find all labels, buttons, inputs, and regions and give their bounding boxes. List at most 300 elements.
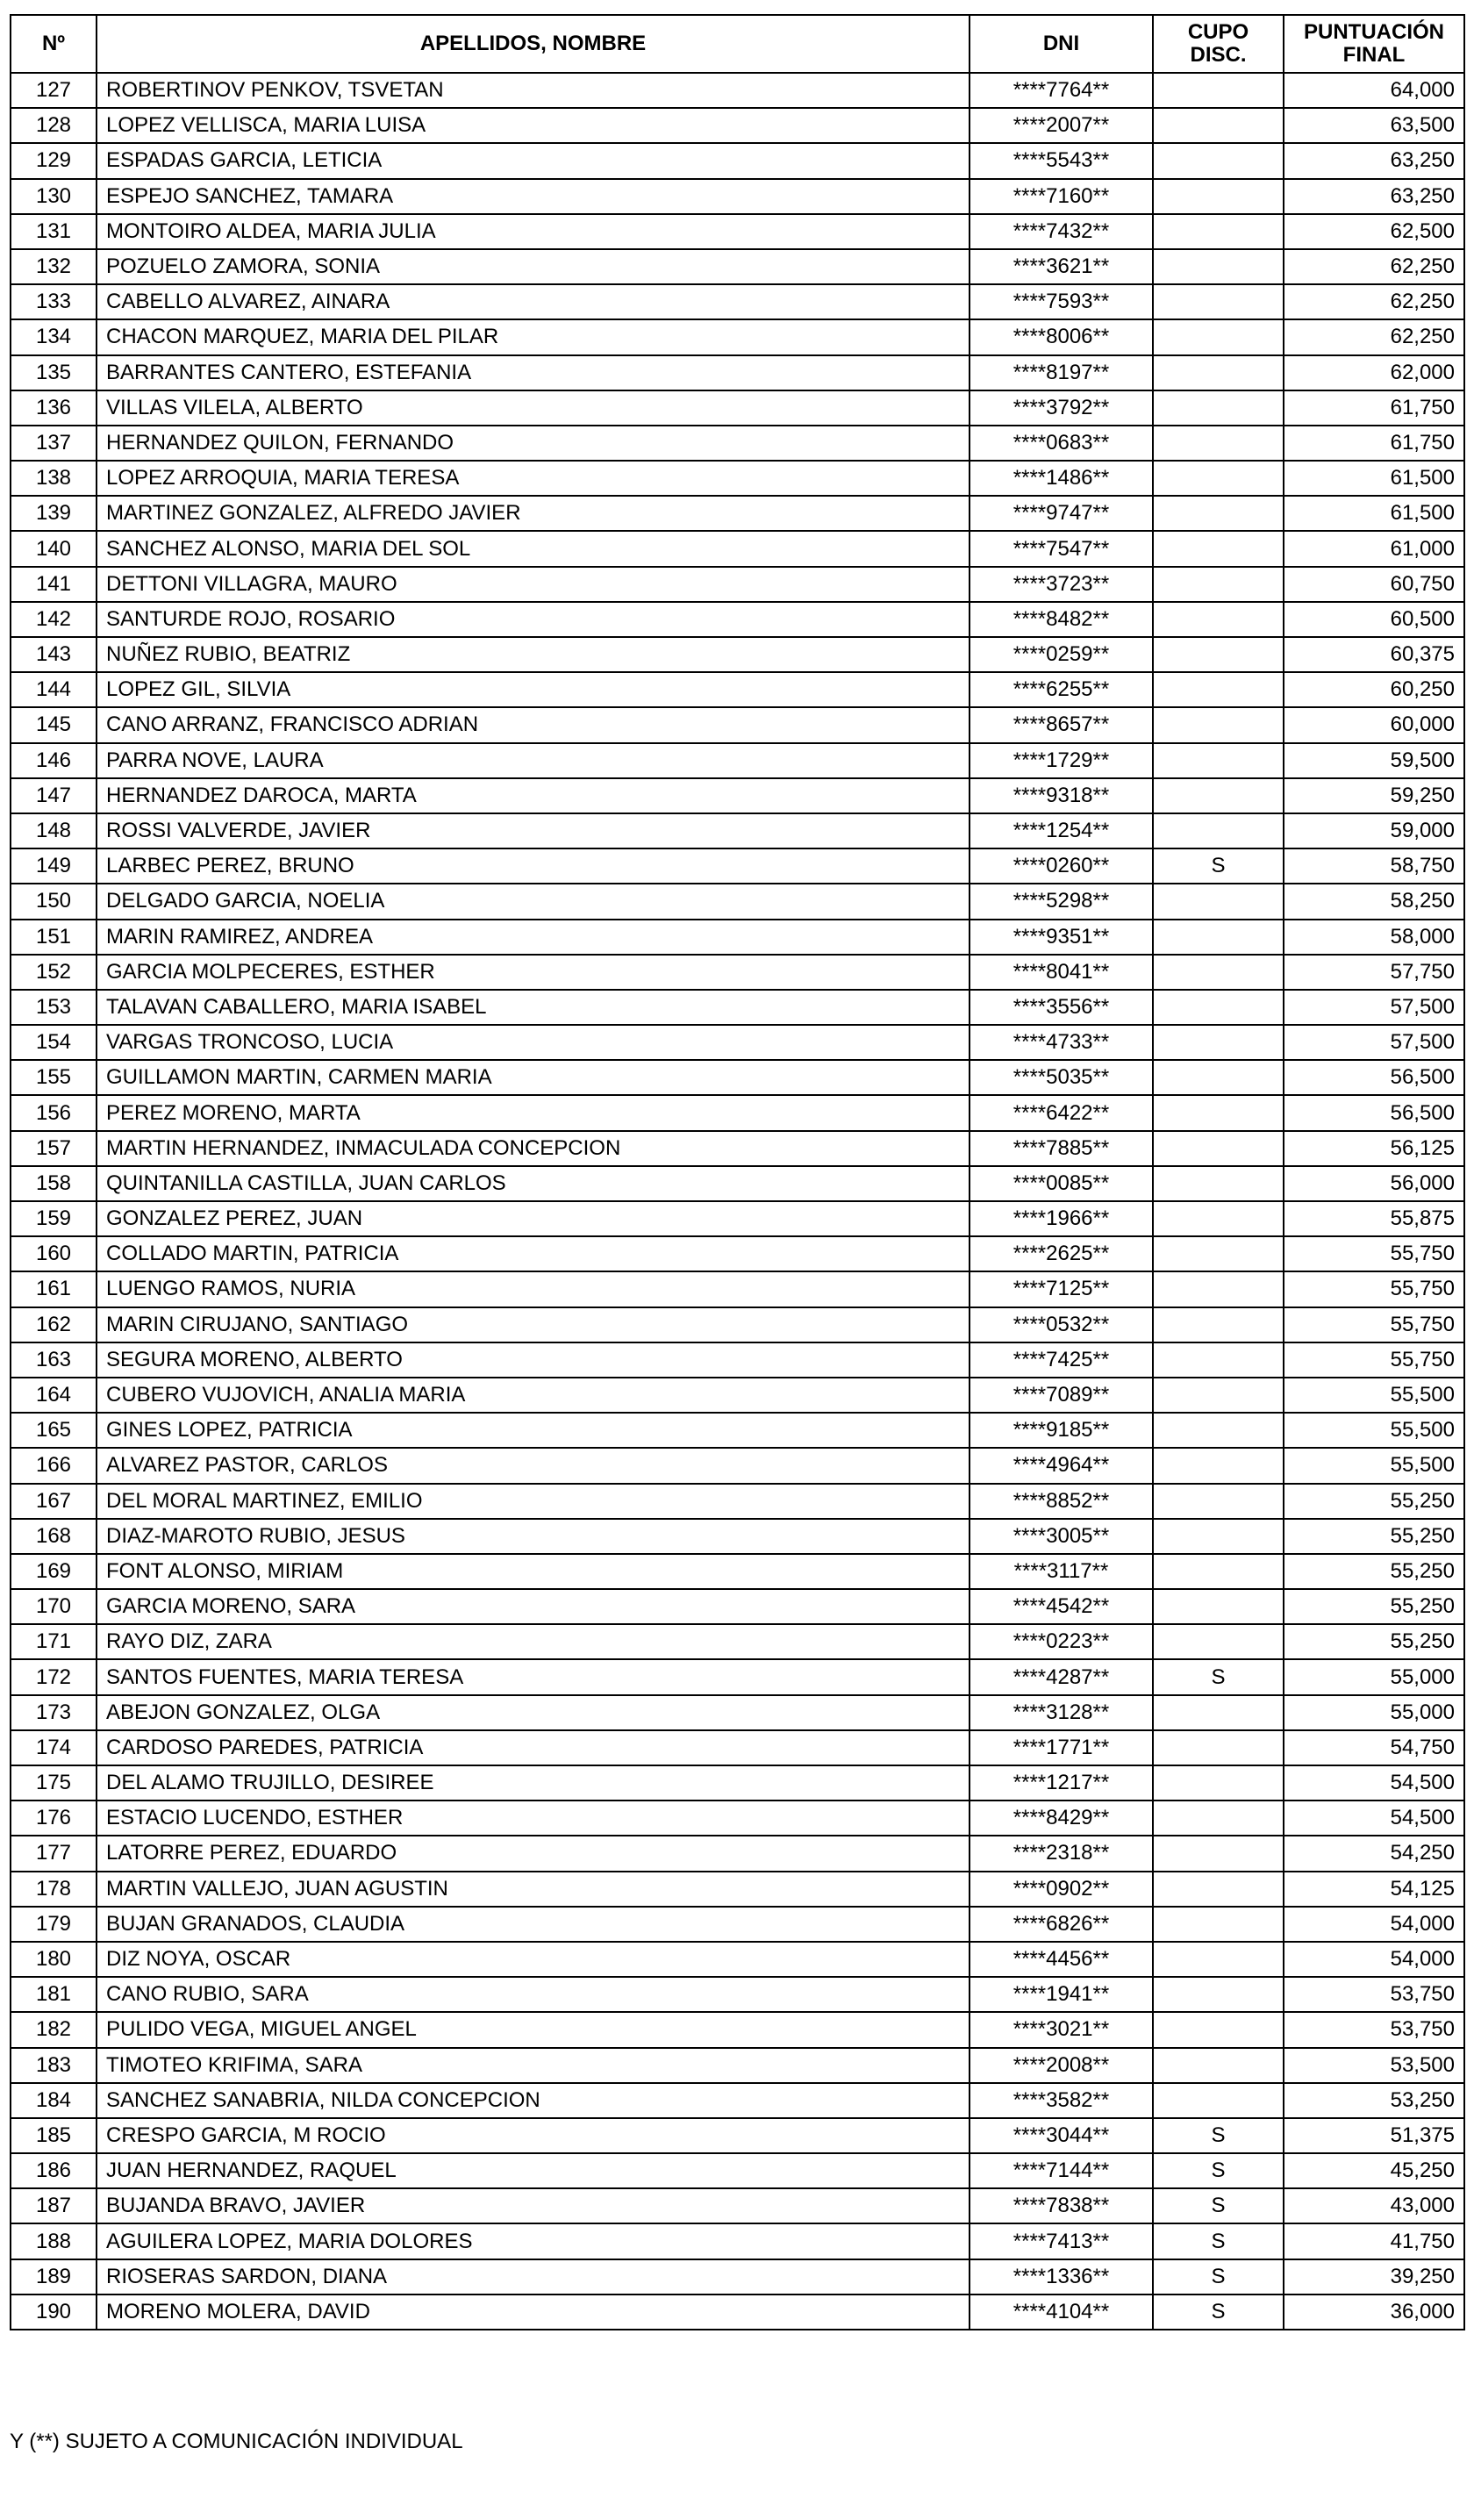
cell-name: POZUELO ZAMORA, SONIA — [97, 249, 970, 284]
cell-num: 183 — [11, 2048, 97, 2083]
cell-name: RAYO DIZ, ZARA — [97, 1624, 970, 1659]
table-row — [11, 707, 1464, 742]
cell-puntuacion: 54,750 — [1284, 1730, 1464, 1765]
table-row — [11, 1095, 1464, 1130]
cell-puntuacion: 57,500 — [1284, 1025, 1464, 1060]
table-row — [11, 179, 1464, 214]
cell-puntuacion: 54,000 — [1284, 1942, 1464, 1977]
cell-dni: ****2625** — [970, 1236, 1153, 1271]
cell-puntuacion: 61,500 — [1284, 496, 1464, 531]
cell-cupo-disc — [1153, 707, 1284, 742]
cell-name: ROSSI VALVERDE, JAVIER — [97, 813, 970, 848]
cell-puntuacion: 61,750 — [1284, 390, 1464, 426]
table-row — [11, 813, 1464, 848]
table-row — [11, 249, 1464, 284]
table-row — [11, 2048, 1464, 2083]
cell-num: 127 — [11, 73, 97, 108]
cell-num: 140 — [11, 531, 97, 566]
cell-name: GARCIA MOLPECERES, ESTHER — [97, 955, 970, 990]
cell-dni: ****7838** — [970, 2188, 1153, 2223]
cell-cupo-disc — [1153, 1166, 1284, 1201]
cell-num: 136 — [11, 390, 97, 426]
table-row — [11, 884, 1464, 919]
cell-num: 158 — [11, 1166, 97, 1201]
table-row — [11, 1448, 1464, 1483]
cell-num: 135 — [11, 355, 97, 390]
cell-name: SEGURA MORENO, ALBERTO — [97, 1342, 970, 1378]
cell-num: 166 — [11, 1448, 97, 1483]
cell-num: 159 — [11, 1201, 97, 1236]
cell-dni: ****0223** — [970, 1624, 1153, 1659]
cell-dni: ****3723** — [970, 567, 1153, 602]
cell-num: 139 — [11, 496, 97, 531]
cell-dni: ****1486** — [970, 461, 1153, 496]
cell-puntuacion: 60,750 — [1284, 567, 1464, 602]
cell-num: 143 — [11, 637, 97, 672]
cell-dni: ****3556** — [970, 990, 1153, 1025]
table-row — [11, 2118, 1464, 2153]
cell-cupo-disc — [1153, 1554, 1284, 1589]
cell-cupo-disc — [1153, 884, 1284, 919]
cell-cupo-disc — [1153, 1836, 1284, 1871]
cell-num: 169 — [11, 1554, 97, 1589]
header-dni: DNI — [970, 15, 1153, 73]
table-row — [11, 1166, 1464, 1201]
cell-cupo-disc — [1153, 1977, 1284, 2012]
cell-cupo-disc — [1153, 1589, 1284, 1624]
cell-cupo-disc — [1153, 143, 1284, 178]
cell-cupo-disc — [1153, 426, 1284, 461]
cell-name: DELGADO GARCIA, NOELIA — [97, 884, 970, 919]
cell-num: 174 — [11, 1730, 97, 1765]
cell-puntuacion: 55,000 — [1284, 1695, 1464, 1730]
cell-dni: ****0085** — [970, 1166, 1153, 1201]
cell-name: VARGAS TRONCOSO, LUCIA — [97, 1025, 970, 1060]
table-row — [11, 1695, 1464, 1730]
cell-name: NUÑEZ RUBIO, BEATRIZ — [97, 637, 970, 672]
cell-cupo-disc — [1153, 355, 1284, 390]
table-row — [11, 73, 1464, 108]
cell-dni: ****1941** — [970, 1977, 1153, 2012]
cell-dni: ****3021** — [970, 2012, 1153, 2047]
cell-name: MARTIN VALLEJO, JUAN AGUSTIN — [97, 1872, 970, 1907]
header-cupo — [1153, 15, 1284, 73]
cell-puntuacion: 56,500 — [1284, 1060, 1464, 1095]
table-row — [11, 1060, 1464, 1095]
cell-num: 156 — [11, 1095, 97, 1130]
cell-name: GONZALEZ PEREZ, JUAN — [97, 1201, 970, 1236]
table-row — [11, 1907, 1464, 1942]
cell-dni: ****0259** — [970, 637, 1153, 672]
cell-num: 145 — [11, 707, 97, 742]
table-row — [11, 2294, 1464, 2330]
cell-name: LOPEZ VELLISCA, MARIA LUISA — [97, 108, 970, 143]
table-row — [11, 2083, 1464, 2118]
table-row — [11, 1801, 1464, 1836]
table-row — [11, 143, 1464, 178]
cell-name: DEL MORAL MARTINEZ, EMILIO — [97, 1484, 970, 1519]
cell-num: 137 — [11, 426, 97, 461]
cell-dni: ****6422** — [970, 1095, 1153, 1130]
cell-puntuacion: 58,250 — [1284, 884, 1464, 919]
header-punt-line2: FINAL — [1342, 43, 1406, 67]
cell-name: SANCHEZ SANABRIA, NILDA CONCEPCION — [97, 2083, 970, 2118]
table-row — [11, 920, 1464, 955]
cell-cupo-disc — [1153, 920, 1284, 955]
cell-dni: ****1771** — [970, 1730, 1153, 1765]
footnote: Y (**) SUJETO A COMUNICACIÓN INDIVIDUAL — [10, 2430, 463, 2453]
cell-cupo-disc: S — [1153, 2188, 1284, 2223]
cell-name: GINES LOPEZ, PATRICIA — [97, 1413, 970, 1448]
cell-num: 134 — [11, 319, 97, 354]
cell-name: TALAVAN CABALLERO, MARIA ISABEL — [97, 990, 970, 1025]
cell-puntuacion: 63,500 — [1284, 108, 1464, 143]
table-row — [11, 461, 1464, 496]
table-row — [11, 602, 1464, 637]
cell-num: 161 — [11, 1271, 97, 1307]
cell-num: 154 — [11, 1025, 97, 1060]
cell-cupo-disc — [1153, 249, 1284, 284]
table-row — [11, 1554, 1464, 1589]
cell-num: 189 — [11, 2259, 97, 2294]
cell-cupo-disc — [1153, 1448, 1284, 1483]
cell-num: 157 — [11, 1131, 97, 1166]
cell-cupo-disc — [1153, 1519, 1284, 1554]
cell-name: BUJANDA BRAVO, JAVIER — [97, 2188, 970, 2223]
cell-num: 130 — [11, 179, 97, 214]
cell-cupo-disc — [1153, 1907, 1284, 1942]
table-row — [11, 1201, 1464, 1236]
cell-num: 165 — [11, 1413, 97, 1448]
table-row — [11, 990, 1464, 1025]
cell-puntuacion: 58,000 — [1284, 920, 1464, 955]
cell-name: GARCIA MORENO, SARA — [97, 1589, 970, 1624]
cell-name: CUBERO VUJOVICH, ANALIA MARIA — [97, 1378, 970, 1413]
cell-dni: ****8006** — [970, 319, 1153, 354]
cell-num: 167 — [11, 1484, 97, 1519]
cell-num: 176 — [11, 1801, 97, 1836]
cell-num: 149 — [11, 848, 97, 884]
cell-dni: ****7425** — [970, 1342, 1153, 1378]
cell-name: RIOSERAS SARDON, DIANA — [97, 2259, 970, 2294]
table-row — [11, 2259, 1464, 2294]
cell-cupo-disc — [1153, 1730, 1284, 1765]
cell-puntuacion: 55,875 — [1284, 1201, 1464, 1236]
cell-puntuacion: 54,250 — [1284, 1836, 1464, 1871]
cell-name: JUAN HERNANDEZ, RAQUEL — [97, 2153, 970, 2188]
cell-cupo-disc — [1153, 1307, 1284, 1342]
cell-puntuacion: 41,750 — [1284, 2223, 1464, 2259]
cell-cupo-disc — [1153, 1131, 1284, 1166]
cell-name: BARRANTES CANTERO, ESTEFANIA — [97, 355, 970, 390]
cell-dni: ****7593** — [970, 284, 1153, 319]
cell-dni: ****7764** — [970, 73, 1153, 108]
header-name: APELLIDOS, NOMBRE — [97, 15, 970, 73]
cell-dni: ****9747** — [970, 496, 1153, 531]
table-row — [11, 1025, 1464, 1060]
cell-num: 163 — [11, 1342, 97, 1378]
cell-num: 132 — [11, 249, 97, 284]
cell-puntuacion: 62,500 — [1284, 214, 1464, 249]
cell-puntuacion: 57,500 — [1284, 990, 1464, 1025]
cell-num: 181 — [11, 1977, 97, 2012]
cell-puntuacion: 56,000 — [1284, 1166, 1464, 1201]
cell-puntuacion: 53,750 — [1284, 2012, 1464, 2047]
cell-dni: ****4287** — [970, 1659, 1153, 1694]
cell-dni: ****3582** — [970, 2083, 1153, 2118]
table-row — [11, 1378, 1464, 1413]
table-row — [11, 1872, 1464, 1907]
cell-num: 148 — [11, 813, 97, 848]
cell-cupo-disc — [1153, 778, 1284, 813]
table-row — [11, 319, 1464, 354]
table-row — [11, 1942, 1464, 1977]
cell-cupo-disc — [1153, 461, 1284, 496]
cell-num: 185 — [11, 2118, 97, 2153]
cell-cupo-disc — [1153, 2012, 1284, 2047]
cell-dni: ****4542** — [970, 1589, 1153, 1624]
cell-dni: ****3621** — [970, 249, 1153, 284]
cell-num: 187 — [11, 2188, 97, 2223]
table-row — [11, 1131, 1464, 1166]
cell-puntuacion: 59,000 — [1284, 813, 1464, 848]
cell-dni: ****9318** — [970, 778, 1153, 813]
cell-num: 133 — [11, 284, 97, 319]
table-row — [11, 1765, 1464, 1801]
cell-dni: ****5543** — [970, 143, 1153, 178]
cell-dni: ****5298** — [970, 884, 1153, 919]
cell-num: 141 — [11, 567, 97, 602]
cell-name: CABELLO ALVAREZ, AINARA — [97, 284, 970, 319]
cell-num: 171 — [11, 1624, 97, 1659]
cell-puntuacion: 61,500 — [1284, 461, 1464, 496]
cell-dni: ****8429** — [970, 1801, 1153, 1836]
cell-cupo-disc — [1153, 319, 1284, 354]
cell-name: CANO ARRANZ, FRANCISCO ADRIAN — [97, 707, 970, 742]
table-row — [11, 2012, 1464, 2047]
cell-cupo-disc — [1153, 1624, 1284, 1659]
table-row — [11, 108, 1464, 143]
cell-cupo-disc — [1153, 743, 1284, 778]
cell-num: 186 — [11, 2153, 97, 2188]
table-row — [11, 955, 1464, 990]
cell-name: LOPEZ GIL, SILVIA — [97, 672, 970, 707]
cell-cupo-disc — [1153, 531, 1284, 566]
table-row — [11, 531, 1464, 566]
cell-cupo-disc — [1153, 602, 1284, 637]
cell-name: CHACON MARQUEZ, MARIA DEL PILAR — [97, 319, 970, 354]
cell-dni: ****3128** — [970, 1695, 1153, 1730]
cell-num: 131 — [11, 214, 97, 249]
cell-cupo-disc — [1153, 955, 1284, 990]
cell-cupo-disc — [1153, 1484, 1284, 1519]
cell-dni: ****1336** — [970, 2259, 1153, 2294]
cell-dni: ****3117** — [970, 1554, 1153, 1589]
cell-name: LARBEC PEREZ, BRUNO — [97, 848, 970, 884]
cell-dni: ****8041** — [970, 955, 1153, 990]
cell-cupo-disc — [1153, 990, 1284, 1025]
cell-cupo-disc — [1153, 179, 1284, 214]
cell-puntuacion: 54,125 — [1284, 1872, 1464, 1907]
table-row — [11, 426, 1464, 461]
cell-num: 180 — [11, 1942, 97, 1977]
cell-name: SANTURDE ROJO, ROSARIO — [97, 602, 970, 637]
cell-puntuacion: 64,000 — [1284, 73, 1464, 108]
cell-dni: ****7089** — [970, 1378, 1153, 1413]
cell-puntuacion: 62,250 — [1284, 319, 1464, 354]
cell-puntuacion: 60,000 — [1284, 707, 1464, 742]
cell-name: ABEJON GONZALEZ, OLGA — [97, 1695, 970, 1730]
cell-dni: ****2008** — [970, 2048, 1153, 2083]
table-header-row — [11, 15, 1464, 73]
cell-name: DIAZ-MAROTO RUBIO, JESUS — [97, 1519, 970, 1554]
table-row — [11, 1624, 1464, 1659]
cell-name: HERNANDEZ DAROCA, MARTA — [97, 778, 970, 813]
table-row — [11, 2223, 1464, 2259]
table-row — [11, 2188, 1464, 2223]
cell-puntuacion: 55,500 — [1284, 1448, 1464, 1483]
cell-num: 178 — [11, 1872, 97, 1907]
cell-dni: ****7144** — [970, 2153, 1153, 2188]
cell-num: 188 — [11, 2223, 97, 2259]
cell-name: LOPEZ ARROQUIA, MARIA TERESA — [97, 461, 970, 496]
cell-cupo-disc: S — [1153, 848, 1284, 884]
cell-name: CRESPO GARCIA, M ROCIO — [97, 2118, 970, 2153]
cell-puntuacion: 51,375 — [1284, 2118, 1464, 2153]
cell-cupo-disc: S — [1153, 2294, 1284, 2330]
table-row — [11, 2153, 1464, 2188]
cell-name: ESPEJO SANCHEZ, TAMARA — [97, 179, 970, 214]
cell-name: MARTINEZ GONZALEZ, ALFREDO JAVIER — [97, 496, 970, 531]
cell-name: PEREZ MORENO, MARTA — [97, 1095, 970, 1130]
cell-name: LATORRE PEREZ, EDUARDO — [97, 1836, 970, 1871]
cell-name: ALVAREZ PASTOR, CARLOS — [97, 1448, 970, 1483]
cell-cupo-disc — [1153, 1765, 1284, 1801]
cell-puntuacion: 60,375 — [1284, 637, 1464, 672]
cell-name: MONTOIRO ALDEA, MARIA JULIA — [97, 214, 970, 249]
cell-name: HERNANDEZ QUILON, FERNANDO — [97, 426, 970, 461]
cell-dni: ****7160** — [970, 179, 1153, 214]
cell-puntuacion: 55,750 — [1284, 1342, 1464, 1378]
cell-num: 170 — [11, 1589, 97, 1624]
cell-name: DIZ NOYA, OSCAR — [97, 1942, 970, 1977]
cell-puntuacion: 55,750 — [1284, 1271, 1464, 1307]
table-row — [11, 1730, 1464, 1765]
table-row — [11, 672, 1464, 707]
cell-cupo-disc — [1153, 1060, 1284, 1095]
cell-dni: ****1729** — [970, 743, 1153, 778]
cell-num: 177 — [11, 1836, 97, 1871]
cell-puntuacion: 63,250 — [1284, 179, 1464, 214]
cell-num: 153 — [11, 990, 97, 1025]
cell-cupo-disc — [1153, 214, 1284, 249]
cell-cupo-disc: S — [1153, 2223, 1284, 2259]
cell-name: BUJAN GRANADOS, CLAUDIA — [97, 1907, 970, 1942]
cell-dni: ****0532** — [970, 1307, 1153, 1342]
cell-puntuacion: 54,500 — [1284, 1801, 1464, 1836]
table-body — [11, 73, 1464, 2330]
cell-num: 190 — [11, 2294, 97, 2330]
cell-cupo-disc — [1153, 1025, 1284, 1060]
cell-dni: ****2318** — [970, 1836, 1153, 1871]
cell-cupo-disc — [1153, 284, 1284, 319]
cell-cupo-disc — [1153, 813, 1284, 848]
cell-num: 182 — [11, 2012, 97, 2047]
cell-puntuacion: 56,500 — [1284, 1095, 1464, 1130]
table-row — [11, 743, 1464, 778]
cell-num: 164 — [11, 1378, 97, 1413]
cell-puntuacion: 55,500 — [1284, 1378, 1464, 1413]
cell-puntuacion: 53,250 — [1284, 2083, 1464, 2118]
cell-name: GUILLAMON MARTIN, CARMEN MARIA — [97, 1060, 970, 1095]
cell-puntuacion: 63,250 — [1284, 143, 1464, 178]
cell-cupo-disc — [1153, 73, 1284, 108]
cell-name: QUINTANILLA CASTILLA, JUAN CARLOS — [97, 1166, 970, 1201]
table-row — [11, 1271, 1464, 1307]
cell-puntuacion: 55,250 — [1284, 1554, 1464, 1589]
cell-cupo-disc — [1153, 1271, 1284, 1307]
cell-num: 150 — [11, 884, 97, 919]
cell-cupo-disc — [1153, 1378, 1284, 1413]
cell-num: 179 — [11, 1907, 97, 1942]
cell-dni: ****7885** — [970, 1131, 1153, 1166]
cell-num: 173 — [11, 1695, 97, 1730]
cell-dni: ****9185** — [970, 1413, 1153, 1448]
table-row — [11, 390, 1464, 426]
cell-puntuacion: 61,000 — [1284, 531, 1464, 566]
cell-name: MARTIN HERNANDEZ, INMACULADA CONCEPCION — [97, 1131, 970, 1166]
cell-cupo-disc — [1153, 1695, 1284, 1730]
header-puntuacion — [1284, 15, 1464, 73]
cell-dni: ****1254** — [970, 813, 1153, 848]
cell-cupo-disc — [1153, 1801, 1284, 1836]
cell-num: 144 — [11, 672, 97, 707]
cell-dni: ****7413** — [970, 2223, 1153, 2259]
cell-puntuacion: 55,000 — [1284, 1659, 1464, 1694]
table-row — [11, 778, 1464, 813]
table-row — [11, 1484, 1464, 1519]
cell-dni: ****8482** — [970, 602, 1153, 637]
cell-num: 175 — [11, 1765, 97, 1801]
cell-puntuacion: 54,500 — [1284, 1765, 1464, 1801]
cell-dni: ****4456** — [970, 1942, 1153, 1977]
cell-cupo-disc — [1153, 390, 1284, 426]
cell-dni: ****9351** — [970, 920, 1153, 955]
cell-cupo-disc — [1153, 2048, 1284, 2083]
cell-dni: ****7125** — [970, 1271, 1153, 1307]
cell-dni: ****8657** — [970, 707, 1153, 742]
cell-dni: ****6255** — [970, 672, 1153, 707]
cell-num: 138 — [11, 461, 97, 496]
table-row — [11, 1519, 1464, 1554]
cell-puntuacion: 53,750 — [1284, 1977, 1464, 2012]
cell-puntuacion: 59,500 — [1284, 743, 1464, 778]
cell-cupo-disc: S — [1153, 2118, 1284, 2153]
cell-num: 128 — [11, 108, 97, 143]
results-table — [10, 14, 1465, 2330]
cell-cupo-disc — [1153, 1942, 1284, 1977]
cell-puntuacion: 58,750 — [1284, 848, 1464, 884]
cell-dni: ****8197** — [970, 355, 1153, 390]
cell-name: MARIN RAMIREZ, ANDREA — [97, 920, 970, 955]
cell-name: VILLAS VILELA, ALBERTO — [97, 390, 970, 426]
cell-cupo-disc — [1153, 1872, 1284, 1907]
cell-name: DEL ALAMO TRUJILLO, DESIREE — [97, 1765, 970, 1801]
table-row — [11, 496, 1464, 531]
cell-dni: ****1217** — [970, 1765, 1153, 1801]
cell-num: 146 — [11, 743, 97, 778]
cell-dni: ****4104** — [970, 2294, 1153, 2330]
